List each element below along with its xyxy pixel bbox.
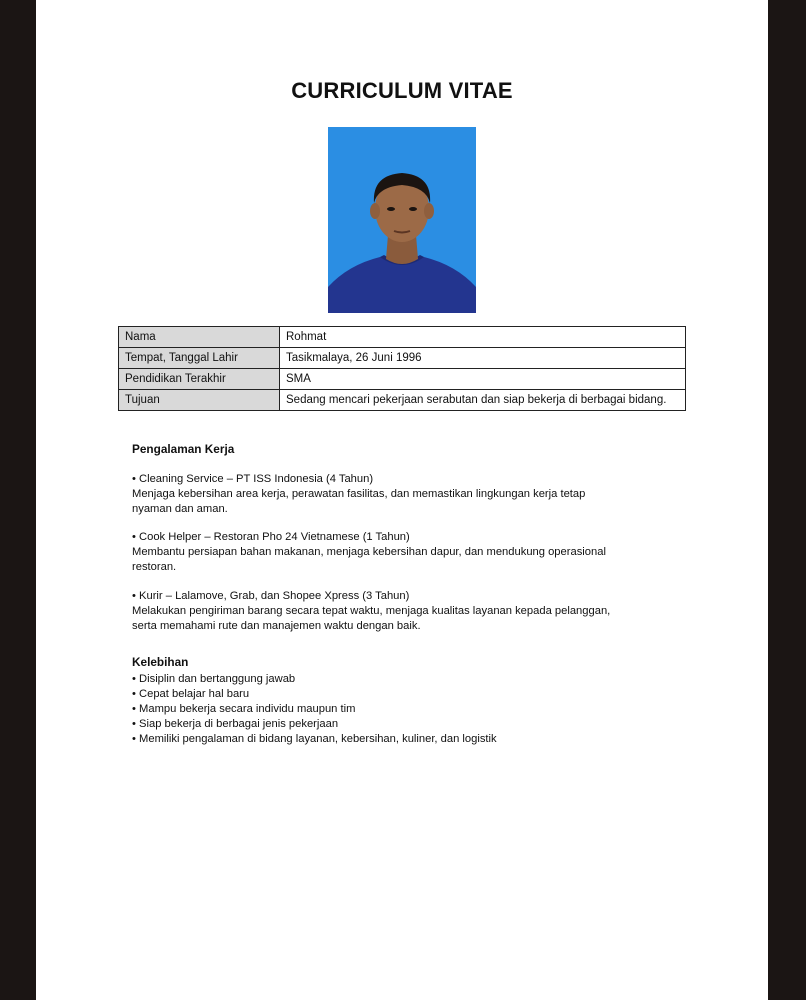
personal-info-table	[118, 326, 686, 411]
info-value: Sedang mencari pekerjaan serabutan dan siap bekerja di berbagai bidang.	[280, 390, 686, 411]
list-item: • Mampu bekerja secara individu maupun tim	[132, 702, 497, 717]
list-item: • Disiplin dan bertanggung jawab	[132, 672, 497, 687]
document-title: CURRICULUM VITAE	[291, 78, 513, 103]
info-value: Rohmat	[280, 327, 686, 348]
experience-heading: Pengalaman Kerja	[132, 442, 235, 456]
experience-description: restoran.	[132, 561, 177, 573]
info-label: Pendidikan Terakhir	[119, 369, 280, 390]
experience-item	[132, 589, 610, 634]
experience-title: • Kurir – Lalamove, Grab, dan Shopee Xpress (3 Tahun)	[132, 590, 410, 602]
info-value: SMA	[280, 369, 686, 390]
list-item: • Siap bekerja di berbagai jenis pekerjaan	[132, 717, 497, 732]
cv-page	[36, 0, 768, 1000]
right-dark-border	[768, 0, 806, 1000]
table-row	[119, 327, 686, 348]
experience-description: Menjaga kebersihan area kerja, perawatan fasilitas, dan memastikan lingkungan kerja tetap	[132, 488, 586, 500]
list-item: • Cepat belajar hal baru	[132, 687, 497, 702]
experience-description: nyaman dan aman.	[132, 503, 228, 515]
info-label: Nama	[119, 327, 280, 348]
info-label: Tempat, Tanggal Lahir	[119, 348, 280, 369]
experience-item	[132, 472, 585, 517]
strengths-section	[132, 655, 497, 747]
experience-description: Membantu persiapan bahan makanan, menjaga kebersihan dapur, dan mendukung operasional	[132, 546, 606, 558]
table-row	[119, 369, 686, 390]
experience-item	[132, 530, 606, 575]
info-value: Tasikmalaya, 26 Juni 1996	[280, 348, 686, 369]
experience-title: • Cook Helper – Restoran Pho 24 Vietnamese (1 Tahun)	[132, 531, 410, 543]
strengths-heading: Kelebihan	[132, 655, 189, 669]
experience-section	[132, 442, 234, 457]
table-row	[119, 348, 686, 369]
strengths-list	[132, 672, 497, 747]
experience-description: serta memahami rute dan manajemen waktu dengan baik.	[132, 620, 421, 632]
table-row	[119, 390, 686, 411]
experience-title: • Cleaning Service – PT ISS Indonesia (4 Tahun)	[132, 473, 374, 485]
info-label: Tujuan	[119, 390, 280, 411]
profile-photo	[328, 127, 476, 313]
experience-description: Melakukan pengiriman barang secara tepat waktu, menjaga kualitas layanan kepada pelanggan,	[132, 605, 611, 617]
list-item: • Memiliki pengalaman di bidang layanan, kebersihan, kuliner, dan logistik	[132, 732, 497, 747]
left-dark-border	[0, 0, 36, 1000]
